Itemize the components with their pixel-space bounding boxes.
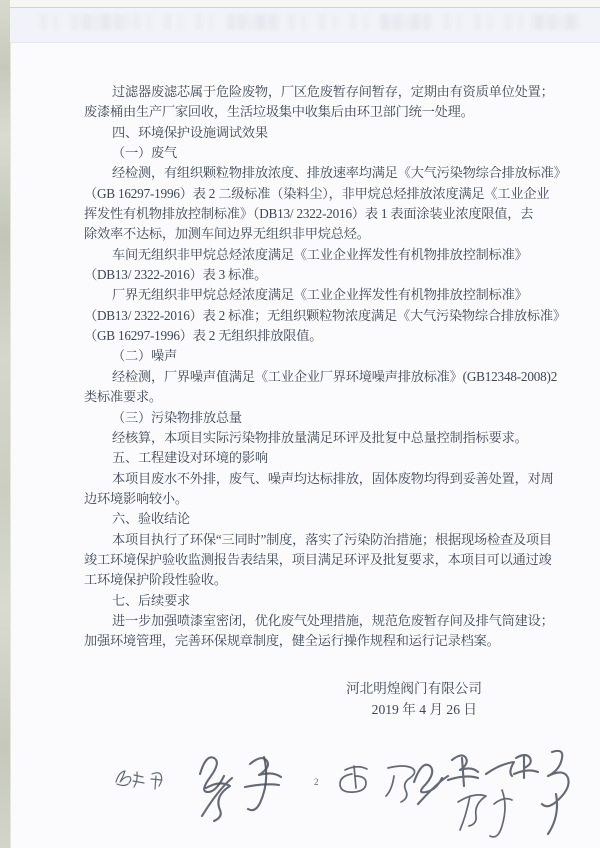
- document-body: [84, 82, 567, 652]
- handwritten-signature-3: [340, 766, 415, 802]
- document-line: 竣工环境保护验收监测报告表结果，项目满足环评及批复要求，本项目可以通过竣: [84, 551, 552, 567]
- scanner-edge-top: [10, 0, 600, 8]
- document-line: 挥发性有机物排放控制标准》（DB13/ 2322-2016）表 1 表面涂装业浓度限值，去: [84, 206, 534, 222]
- document-line: 类标准要求。: [84, 389, 162, 405]
- page-number: 2: [314, 777, 319, 787]
- document-line: 工环境保护阶段性验收。: [84, 572, 227, 588]
- document-line: 六、验收结论: [112, 511, 190, 527]
- document-line: 五、工程建设对环境的影响: [112, 450, 268, 466]
- document-line: 厂界无组织非甲烷总烃浓度满足《工业企业挥发性有机物排放控制标准》: [112, 287, 528, 303]
- document-line: 边环境影响较小。: [84, 490, 188, 506]
- document-line: 经核算，本项目实际污染物排放量满足环评及批复中总量控制指标要求。: [112, 429, 528, 445]
- document-line: （一）废气: [112, 145, 177, 161]
- document-line: 车间无组织非甲烷总烃浓度满足《工业企业挥发性有机物排放控制标准》: [112, 246, 528, 262]
- document-line: 除效率不达标，加测车间边界无组织非甲烷总烃。: [84, 226, 370, 242]
- document-line: 本项目执行了环保“三同时”制度，落实了污染防治措施；根据现场检查及项目: [112, 531, 552, 547]
- document-line: 经检测，有组织颗粒物排放浓度、排放速率均满足《大气污染物综合排放标准》: [112, 165, 567, 181]
- document-line: 进一步加强喷漆室密闭，优化废气处理措施，规范危废暂存间及排气筒建设；: [112, 612, 554, 628]
- document-line: （二）噪声: [112, 348, 177, 364]
- handwritten-signature-4: [414, 751, 569, 834]
- page-bleed-through-band: [10, 8, 600, 43]
- document-line: 七、后续要求: [112, 592, 190, 608]
- handwritten-signature-2: [200, 757, 281, 821]
- document-line: （DB13/ 2322-2016）表 3 标准。: [84, 267, 268, 283]
- company-name: 河北明煌阀门有限公司: [346, 681, 482, 696]
- handwritten-signature-1: [116, 771, 162, 789]
- document-line: 经检测，厂界噪声值满足《工业企业厂界环境噪声排放标准》(GB12348-2008)2: [112, 368, 558, 384]
- document-line: 加强环境管理，完善环保规章制度，健全运行操作规程和运行记录档案。: [84, 633, 500, 649]
- handwritten-signature-5: [458, 790, 512, 837]
- signatures-layer: [0, 730, 600, 848]
- document-line: （GB 16297-1996）表 2 无组织排放限值。: [84, 328, 323, 344]
- document-line: 本项目废水不外排，废气、噪声均达标排放，固体废物均得到妥善处置，对周: [112, 470, 554, 486]
- document-line: 四、环境保护设施调试效果: [112, 124, 268, 140]
- scanner-edge-strip: [0, 0, 11, 848]
- document-line: （DB13/ 2322-2016）表 2 标准；无组织颗粒物浓度满足《大气污染物综合排放标准》: [84, 307, 566, 323]
- document-line: 废漆桶由生产厂家回收，生活垃圾集中收集后由环卫部门统一处理。: [84, 104, 474, 120]
- document-line: （GB 16297-1996）表 2 二级标准（染料尘），非甲烷总烃排放浓度满足《工业企业: [84, 185, 550, 201]
- document-line: 过滤器废滤芯属于危险废物，厂区危废暂存间暂存，定期由有资质单位处置；: [112, 84, 554, 99]
- signoff-date: 2019 年 4 月 26 日: [371, 702, 477, 717]
- signoff-block: [0, 678, 482, 720]
- bleed-through-noise: [40, 14, 580, 30]
- document-line: （三）污染物排放总量: [112, 409, 242, 425]
